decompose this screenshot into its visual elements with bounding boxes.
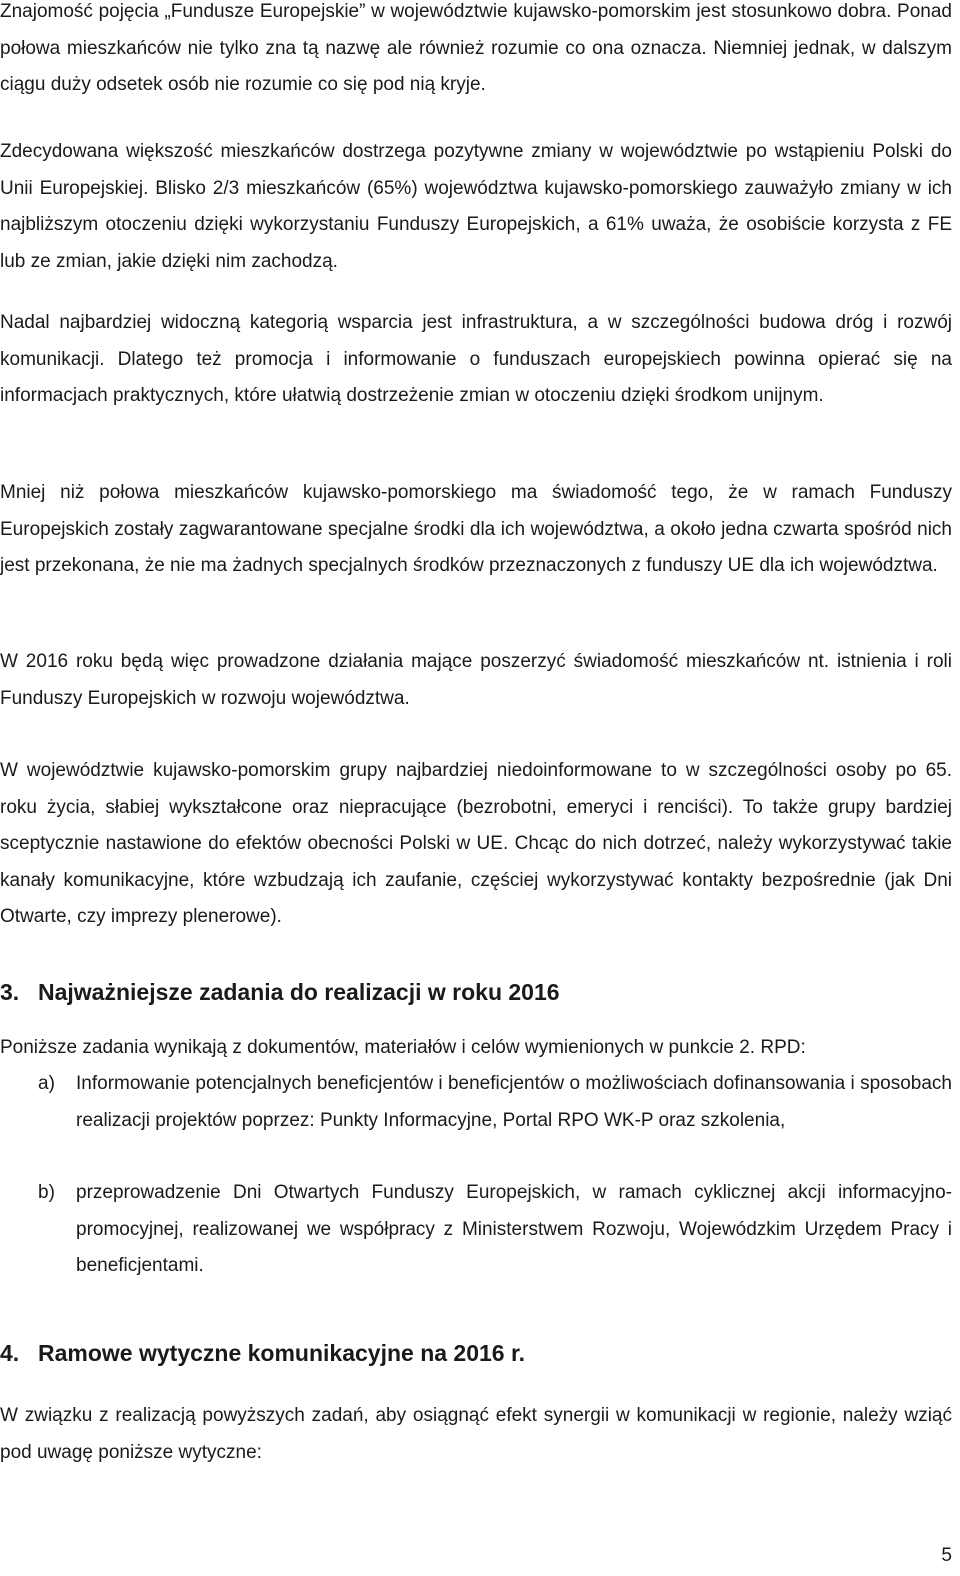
paragraph-2016-actions: W 2016 roku będą więc prowadzone działania mające poszerzyć świadomość mieszkańców nt. istnienia i roli Funduszy Europejskich w rozwoju województwa. xyxy=(0,651,952,709)
paragraph-target-groups: W województwie kujawsko-pomorskim grupy najbardziej niedoinformowane to w szczególności osoby po 65. roku życia, słabiej wykształcone oraz niepracujące (bezrobotni, emeryci i renciści). To także grupy bardziej sceptycznie nastawione do efektów obecności Polski w UE. Chcąc do nich dotrzeć, należy wykorzystywać takie kanały komunikacyjne, które wzbudzają ich zaufanie, częściej wykorzystywać kontakty bezpośrednie (jak Dni Otwarte, czy imprezy plenerowe). xyxy=(0,760,952,927)
page-number: 5 xyxy=(941,1545,952,1566)
paragraph-infrastructure: Nadal najbardziej widoczną kategorią wsparcia jest infrastruktura, a w szczególności budowa dróg i rozwój komunikacji. Dlatego też promocja i informowanie o funduszach europejskiech powinna opierać się na informacjach praktycznych, które ułatwią dostrzeżenie zmian w otoczeniu dzięki środkom unijnym. xyxy=(0,312,952,406)
list-item-b xyxy=(0,1175,952,1285)
paragraph-funds-awareness: Mniej niż połowa mieszkańców kujawsko-pomorskiego ma świadomość tego, że w ramach Funduszy Europejskich zostały zagwarantowane specjalne środki dla ich województwa, a około jedna czwarta spośród nich jest przekonana, że nie ma żadnych specjalnych środków przeznaczonych z funduszy UE dla ich województwa. xyxy=(0,482,952,576)
section-3-intro: Poniższe zadania wynikają z dokumentów, materiałów i celów wymienionych w punkcie 2. RPD: xyxy=(0,1037,806,1058)
list-item-a xyxy=(0,1066,952,1139)
paragraph-awareness: Znajomość pojęcia „Fundusze Europejskie” w województwie kujawsko-pomorskim jest stosunkowo dobra. Ponad połowa mieszkańców nie tylko zna tą nazwę ale również rozumie co ona oznacza. Niemniej jednak, w dalszym ciągu duży odsetek osób nie rozumie co się pod nią kryje. xyxy=(0,1,952,95)
section-4-number: 4. xyxy=(0,1340,20,1366)
section-4-intro: W związku z realizacją powyższych zadań, aby osiągnąć efekt synergii w komunikacji w regionie, należy wziąć pod uwagę poniższe wytyczne: xyxy=(0,1405,952,1463)
section-3-heading xyxy=(0,977,560,1007)
section-4-title: Ramowe wytyczne komunikacyjne na 2016 r. xyxy=(38,1340,526,1366)
list-text-b: przeprowadzenie Dni Otwartych Funduszy Europejskich, w ramach cyklicznej akcji informacyjno-promocyjnej, realizowanej we współpracy z Ministerstwem Rozwoju, Wojewódzkim Urzędem Pracy i beneficjentami. xyxy=(76,1182,952,1276)
section-4-heading xyxy=(0,1338,525,1368)
list-marker-a: a) xyxy=(38,1073,55,1094)
paragraph-positive-changes: Zdecydowana większość mieszkańców dostrzega pozytywne zmiany w województwie po wstąpieniu Polski do Unii Europejskiej. Blisko 2/3 mieszkańców (65%) województwa kujawsko-pomorskiego zauważyło zmiany w ich najbliższym otoczeniu dzięki wykorzystaniu Funduszy Europejskich, a 61% uważa, że osobiście korzysta z FE lub ze zmian, jakie dzięki nim zachodzą. xyxy=(0,141,952,272)
list-text-a: Informowanie potencjalnych beneficjentów i beneficjentów o możliwościach dofinansowania i sposobach realizacji projektów poprzez: Punkty Informacyjne, Portal RPO WK-P oraz szkolenia, xyxy=(76,1073,952,1131)
section-3-title: Najważniejsze zadania do realizacji w roku 2016 xyxy=(38,979,560,1005)
list-marker-b: b) xyxy=(38,1182,55,1203)
section-3-number: 3. xyxy=(0,979,20,1005)
